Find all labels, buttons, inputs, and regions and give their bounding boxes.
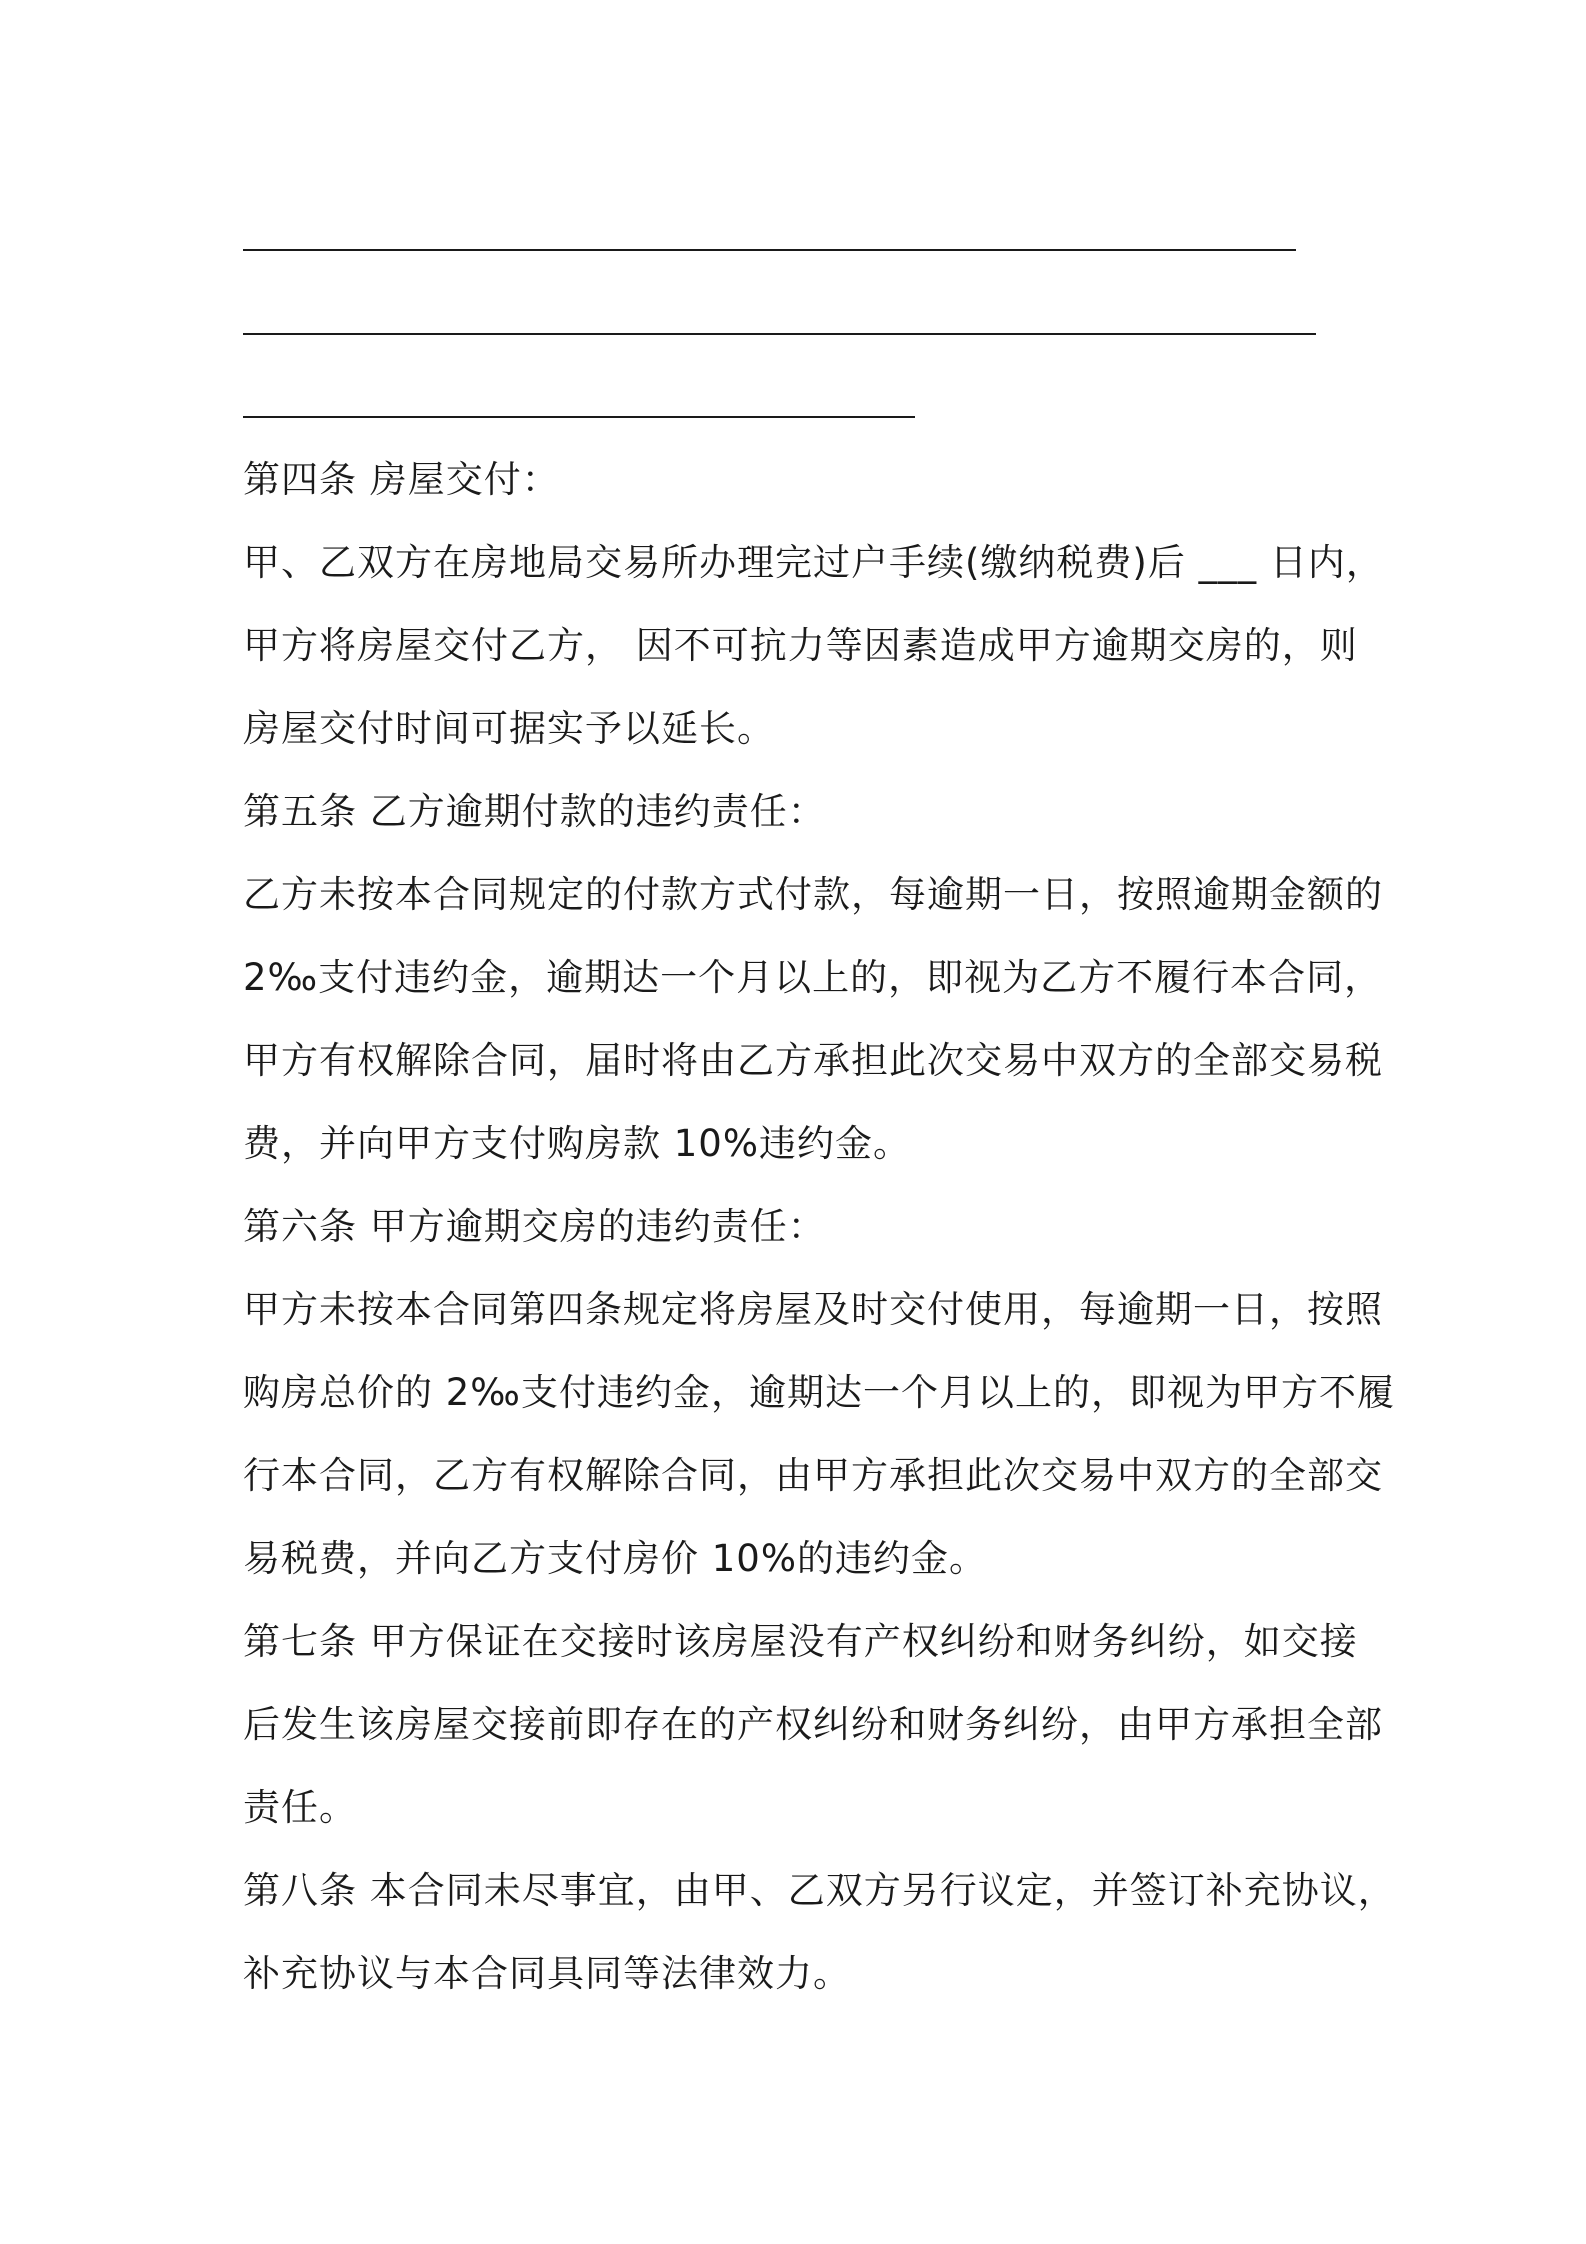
article-4-line-1: 甲、乙双方在房地局交易所办理完过户手续(缴纳税费)后 ___ 日内， [243,541,1384,584]
article-8-line-2: 补充协议与本合同具同等法律效力。 [243,1952,851,1995]
article-7-line-1: 第七条 甲方保证在交接时该房屋没有产权纠纷和财务纠纷，如交接 [243,1620,1358,1663]
article-6-line-1: 甲方未按本合同第四条规定将房屋及时交付使用，每逾期一日，按照 [243,1288,1383,1331]
blank-line-2 [243,333,1316,335]
article-5-line-4: 费，并向甲方支付购房款 10%违约金。 [243,1122,911,1165]
article-6-heading: 第六条 甲方逾期交房的违约责任： [243,1205,826,1248]
article-6-line-3: 行本合同，乙方有权解除合同，由甲方承担此次交易中双方的全部交 [243,1454,1383,1497]
article-6-line-2: 购房总价的 2‰支付违约金，逾期达一个月以上的，即视为甲方不履 [243,1371,1395,1414]
article-5-line-1: 乙方未按本合同规定的付款方式付款，每逾期一日，按照逾期金额的 [243,873,1383,916]
article-7-line-2: 后发生该房屋交接前即存在的产权纠纷和财务纠纷，由甲方承担全部 [243,1703,1383,1746]
article-5-heading: 第五条 乙方逾期付款的违约责任： [243,790,826,833]
article-6-line-4: 易税费，并向乙方支付房价 10%的违约金。 [243,1537,987,1580]
article-4-line-3: 房屋交付时间可据实予以延长。 [243,707,775,750]
contract-body [243,438,1396,2015]
article-4-line-2: 甲方将房屋交付乙方， 因不可抗力等因素造成甲方逾期交房的，则 [243,624,1358,667]
article-5-line-2: 2‰支付违约金，逾期达一个月以上的，即视为乙方不履行本合同， [243,956,1383,999]
blank-line-3 [243,416,915,418]
article-4-heading: 第四条 房屋交付： [243,458,560,501]
blank-line-1 [243,249,1296,251]
article-8-line-1: 第八条 本合同未尽事宜，由甲、乙双方另行议定，并签订补充协议， [243,1869,1396,1912]
article-7-line-3: 责任。 [243,1786,357,1829]
article-5-line-3: 甲方有权解除合同，届时将由乙方承担此次交易中双方的全部交易税 [243,1039,1383,1082]
